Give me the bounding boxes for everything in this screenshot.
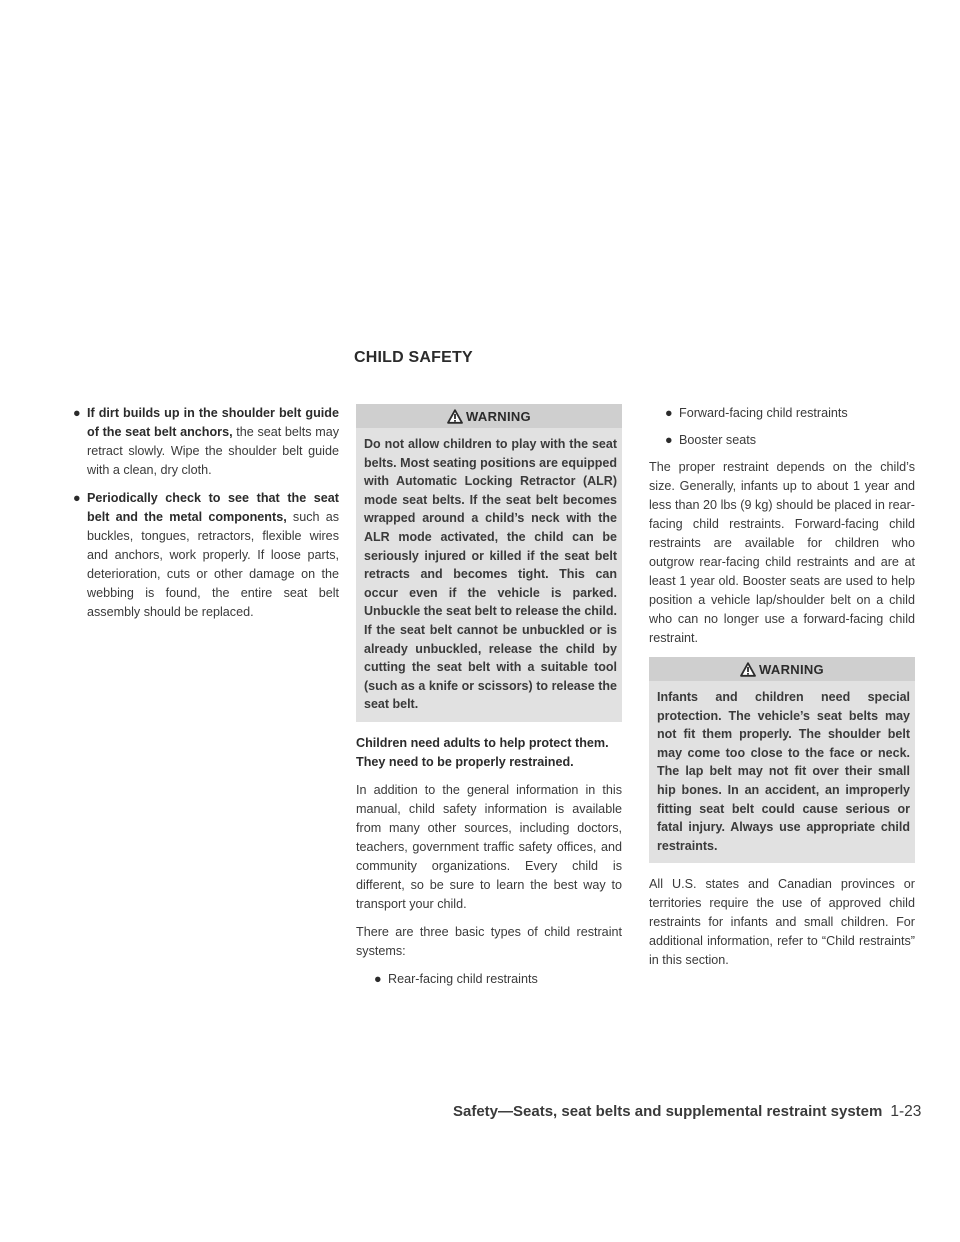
list-item: [73, 404, 339, 480]
bullet-icon: ●: [73, 491, 81, 505]
section-title: CHILD SAFETY: [354, 349, 473, 366]
footer-title: Safety—Seats, seat belts and supplemental restraint system: [453, 1103, 883, 1120]
page-number: 1-23: [890, 1103, 922, 1120]
list-item-text: Booster seats: [679, 433, 757, 447]
warning-title: WARNING: [466, 408, 531, 424]
warning-header: [649, 657, 915, 681]
bullet-lead: If dirt builds up in the shoulder belt guide of the seat belt anchors,: [87, 406, 339, 439]
list-item: [73, 489, 339, 622]
warning-triangle-icon: [740, 662, 756, 677]
bullet-icon: ●: [73, 406, 81, 420]
bullet-lead: Periodically check to see that the seat belt and the metal components,: [87, 491, 339, 524]
paragraph: In addition to the general information in this manual, child safety information is available from many other sources, including doctors, teachers, government traffic safety offices, and community organizations. Every child is different, so be sure to learn the best way to transport your child.: [356, 782, 622, 911]
warning-title: WARNING: [759, 661, 824, 677]
list-item: [649, 431, 915, 450]
warning-box: [356, 404, 622, 722]
list-item-text: Rear-facing child restraints: [388, 971, 538, 986]
warning-text: Infants and children need special protection. The vehicle’s seat belts may not fit them properly. The shoulder belt may come too close to the face or neck. The lap belt may not fit over their small hip bones. In an accident, an improperly fitting seat belt could cause serious or fatal injury. Always use appropriate child restraints.: [657, 690, 910, 853]
bullet-icon: ●: [374, 971, 382, 986]
warning-text: Do not allow children to play with the seat belts. Most seating positions are equipped with Automatic Locking Retractor (ALR) mode seat belts. If the seat belt becomes wrapped around a child’s neck with the ALR mode activated, the child can be seriously injured or killed if the seat belt retracts and becomes tight. This can occur even if the vehicle is parked. Unbuckle the seat belt to release the child. If the seat belt cannot be unbuckled or is already unbuckled, release the child by cutting the seat belt with a suitable tool (such as a knife or scissors) to release the seat belt.: [364, 437, 617, 712]
bullet-icon: ●: [665, 433, 673, 447]
column-2: [356, 404, 622, 997]
page-footer: [453, 1103, 921, 1121]
bullet-text: the seat belts may retract slowly. Wipe the shoulder belt guide with a clean, dry cloth.: [87, 425, 339, 477]
list-item: [649, 404, 915, 423]
list-item-text: Forward-facing child restraints: [679, 406, 848, 420]
bullet-icon: ●: [665, 406, 673, 420]
warning-triangle-icon: [447, 409, 463, 424]
paragraph: The proper restraint depends on the child’s size. Generally, infants up to about 1 year and less than 20 lbs (9 kg) should be placed in rear-facing child restraints. Forward-facing child restraints are available for children who outgrow rear-facing child restraints and are at least 1 year old. Booster seats are used to help position a vehicle lap/shoulder belt on a child who can no longer use a forward-facing child restraint.: [649, 460, 915, 645]
warning-header: [356, 404, 622, 428]
list-item: [356, 970, 622, 989]
bold-paragraph: Children need adults to help protect them. They need to be properly restrained.: [356, 735, 609, 769]
paragraph: All U.S. states and Canadian provinces or territories require the use of approved child restraints for infants and small children. For additional information, refer to “Child restraints” in this section.: [649, 877, 915, 968]
warning-box: [649, 657, 915, 863]
column-3: [649, 404, 915, 979]
bullet-text: such as buckles, tongues, retractors, flexible wires and anchors, work properly. If loose parts, deterioration, cuts or other damage on the webbing is found, the entire seat belt assembly should be replaced.: [87, 510, 339, 619]
column-1: [73, 404, 339, 631]
paragraph: There are three basic types of child restraint systems:: [356, 924, 622, 958]
